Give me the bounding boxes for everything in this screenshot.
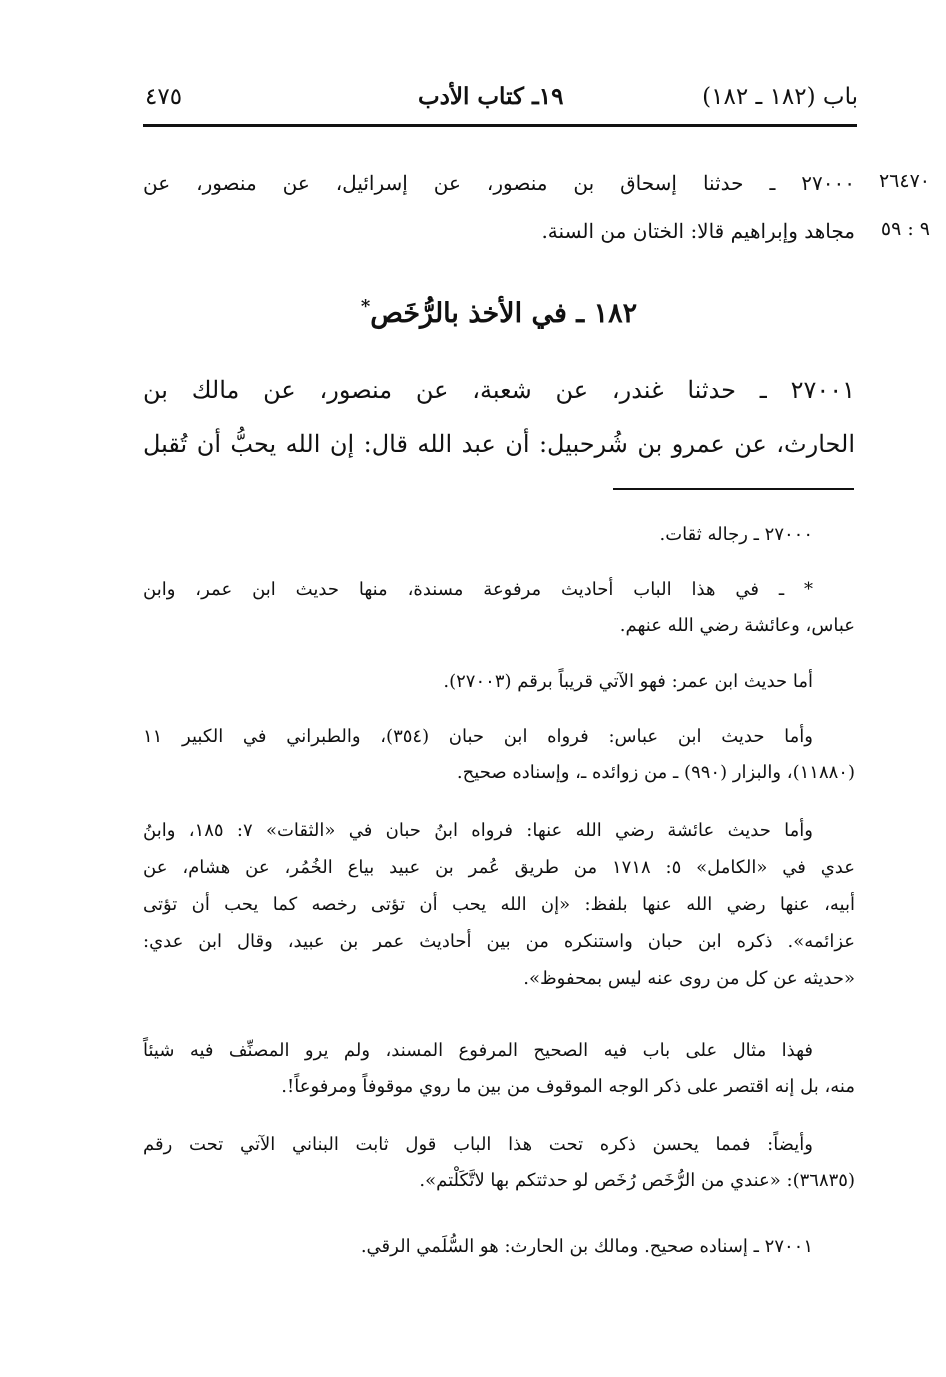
footnote-also — [143, 1130, 855, 1196]
footnote-chapter-note — [143, 575, 855, 641]
example-line-1: فهذا مثال على باب فيه الصحيح المرفوع المسند، ولم يرو المصنِّف فيه شيئاً — [143, 1040, 813, 1061]
chapter-range: باب (١٨٢ ـ ١٨٢) — [702, 84, 858, 110]
hadith-27001-line-2: الحارث، عن عمرو بن شُرحبيل: أن عبد الله قال: إن الله يحبُّ أن تُقبل — [143, 430, 855, 458]
chapter-heading — [143, 294, 855, 334]
chapter-title: ١٨٢ ـ في الأخذ بالرُّخَص — [370, 298, 638, 329]
hadith-27000-line-2: مجاهد وإبراهيم قالا: الختان من السنة. — [541, 219, 855, 243]
chapter-footnote-mark: * — [360, 296, 371, 317]
header-divider — [143, 124, 857, 127]
aisha-line-1: وأما حديث عائشة رضي الله عنها: فرواه ابنُ حبان في «الثقات» ٧: ١٨٥، وابنُ — [143, 820, 813, 841]
hadith-27000-line-1: ٢٧٠٠٠ ـ حدثنا إسحاق بن منصور، عن إسرائيل، عن منصور، عن — [143, 171, 855, 195]
book-title: ١٩ـ كتاب الأدب — [418, 83, 564, 110]
footnote-ibn-abbas — [143, 722, 855, 788]
also-line-1: وأيضاً: فمما يحسن ذكره تحت هذا الباب قول ثابت البناني الآتي تحت رقم — [143, 1134, 813, 1155]
margin-ref-2: ٩ : ٥٩ — [880, 218, 930, 240]
footnote-aisha — [143, 816, 855, 994]
example-line-2: منه، بل إنه اقتصر على ذكر الوجه الموقوف من بين ما روي موقوفاً ومرفوعاً!. — [281, 1076, 855, 1097]
aisha-line-2: عدي في «الكامل» ٥: ١٧١٨ من طريق عُمر بن عبيد بياع الخُمُر، عن هشام، عن — [143, 857, 855, 878]
margin-ref-1: ٢٦٤٧٠ — [878, 170, 930, 192]
ibn-abbas-line-2: (١١٨٨٠)، والبزار (٩٩٠) ـ من زوائده ـ، وإسناده صحيح. — [456, 762, 855, 783]
footnote-27001 — [143, 1232, 855, 1262]
aisha-line-3: أبيه، عنها رضي الله عنها بلفظ: «إن الله يحب أن تؤتى رخصه كما يحب أن تؤتى — [143, 894, 855, 915]
chapter-note-line-1: * ـ في هذا الباب أحاديث مرفوعة مسندة، منها حديث ابن عمر، وابن — [143, 579, 813, 600]
footnote-27001-text: ٢٧٠٠١ ـ إسناده صحيح. ومالك بن الحارث: هو السُّلَمي الرقي. — [360, 1236, 813, 1257]
aisha-line-4: عزائمه». ذكره ابن حبان واستنكره من بين أحاديث عمر بن عبيد، وقال ابن عدي: — [143, 931, 855, 952]
page-number: ٤٧٥ — [145, 84, 183, 110]
footnote-ibn-umar — [143, 667, 855, 697]
footnote-divider — [613, 488, 854, 490]
ibn-umar-text: أما حديث ابن عمر: فهو الآتي قريباً برقم (٢٧٠٠٣). — [443, 671, 813, 692]
footnote-27000-text: ٢٧٠٠٠ ـ رجاله ثقات. — [659, 524, 813, 545]
hadith-27001-line-1: ٢٧٠٠١ ـ حدثنا غندر، عن شعبة، عن منصور، عن مالك بن — [143, 376, 856, 404]
footnote-27000 — [143, 520, 855, 550]
chapter-note-line-2: عباس، وعائشة رضي الله عنهم. — [619, 615, 855, 636]
footnote-example — [143, 1036, 855, 1102]
also-line-2: (٣٦٨٣٥): «عندي من الرُّخَص رُخَص لو حدثتكم بها لاتَّكَلْتم». — [419, 1170, 855, 1191]
ibn-abbas-line-1: وأما حديث ابن عباس: فرواه ابن حبان (٣٥٤)، والطبراني في الكبير ١١ — [143, 726, 813, 747]
aisha-line-5: «حديثه عن كل من روى عنه ليس بمحفوظ». — [523, 968, 855, 989]
